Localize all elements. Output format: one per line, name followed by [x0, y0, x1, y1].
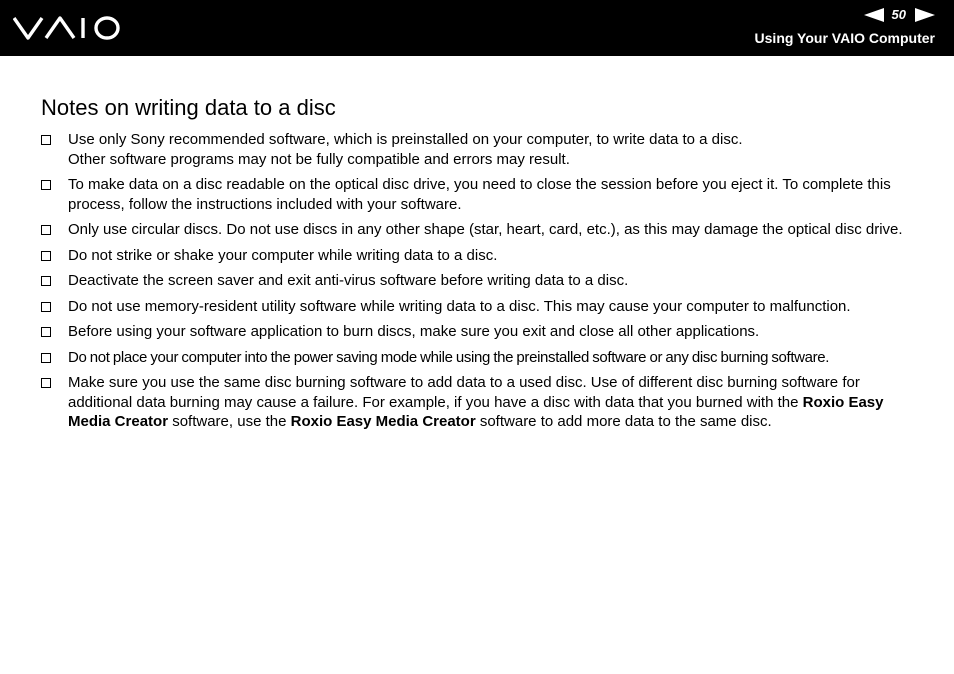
section-title: Using Your VAIO Computer [754, 30, 935, 46]
checkbox-bullet-icon [41, 276, 51, 286]
checkbox-bullet-icon [41, 378, 51, 388]
page-header [0, 0, 954, 56]
list-item [41, 297, 916, 317]
list-item [41, 246, 916, 266]
item-text: software to add more data to the same disc. [475, 413, 772, 430]
checkbox-bullet-icon [41, 180, 51, 190]
item-text: Do not place your computer into the power saving mode while using the preinstalled software or any disc burning software. [68, 348, 830, 366]
product-name: Roxio Easy Media Creator [68, 393, 884, 430]
product-name: Roxio Easy Media Creator [290, 413, 476, 430]
checkbox-bullet-icon [41, 225, 51, 235]
page-number: 50 [891, 7, 906, 22]
left-arrow-icon[interactable] [864, 8, 886, 22]
item-text: Deactivate the screen saver and exit anti-virus software before writing data to a disc. [68, 272, 629, 289]
checkbox-bullet-icon [41, 327, 51, 337]
list-item [41, 130, 916, 169]
item-text: Make sure you use the same disc burning software to add data to a used disc. Use of different disc burning software for additional data burning may cause a failure. For example, if you have a disc with data that you burned with the [68, 374, 860, 411]
list-item [41, 175, 916, 214]
item-text-line: Other software programs may not be fully compatible and errors may result. [68, 150, 570, 168]
item-text: To make data on a disc readable on the optical disc drive, you need to close the session before you eject it. To complete this process, follow the instructions included with your software. [68, 176, 891, 213]
page-navigation [864, 6, 935, 24]
checkbox-bullet-icon [41, 302, 51, 312]
list-item [41, 220, 916, 240]
list-item [41, 348, 916, 368]
notes-list [41, 130, 916, 438]
item-text: Do not strike or shake your computer while writing data to a disc. [68, 246, 498, 264]
list-item [41, 271, 916, 291]
item-text: Do not use memory-resident utility software while writing data to a disc. This may cause your computer to malfunction. [68, 297, 851, 315]
right-arrow-icon[interactable] [913, 8, 935, 22]
checkbox-bullet-icon [41, 135, 51, 145]
item-text-line: Use only Sony recommended software, which is preinstalled on your computer, to write data to a disc. [68, 131, 743, 148]
item-text: Only use circular discs. Do not use discs in any other shape (star, heart, card, etc.), as this may damage the optical disc drive. [68, 221, 903, 238]
checkbox-bullet-icon [41, 353, 51, 363]
list-item [41, 322, 916, 342]
checkbox-bullet-icon [41, 251, 51, 261]
page-title: Notes on writing data to a disc [41, 95, 336, 120]
list-item [41, 373, 916, 432]
item-text: software, use the [168, 413, 291, 430]
item-text: Before using your software application to burn discs, make sure you exit and close all other applications. [68, 323, 760, 340]
vaio-logo [13, 12, 121, 44]
